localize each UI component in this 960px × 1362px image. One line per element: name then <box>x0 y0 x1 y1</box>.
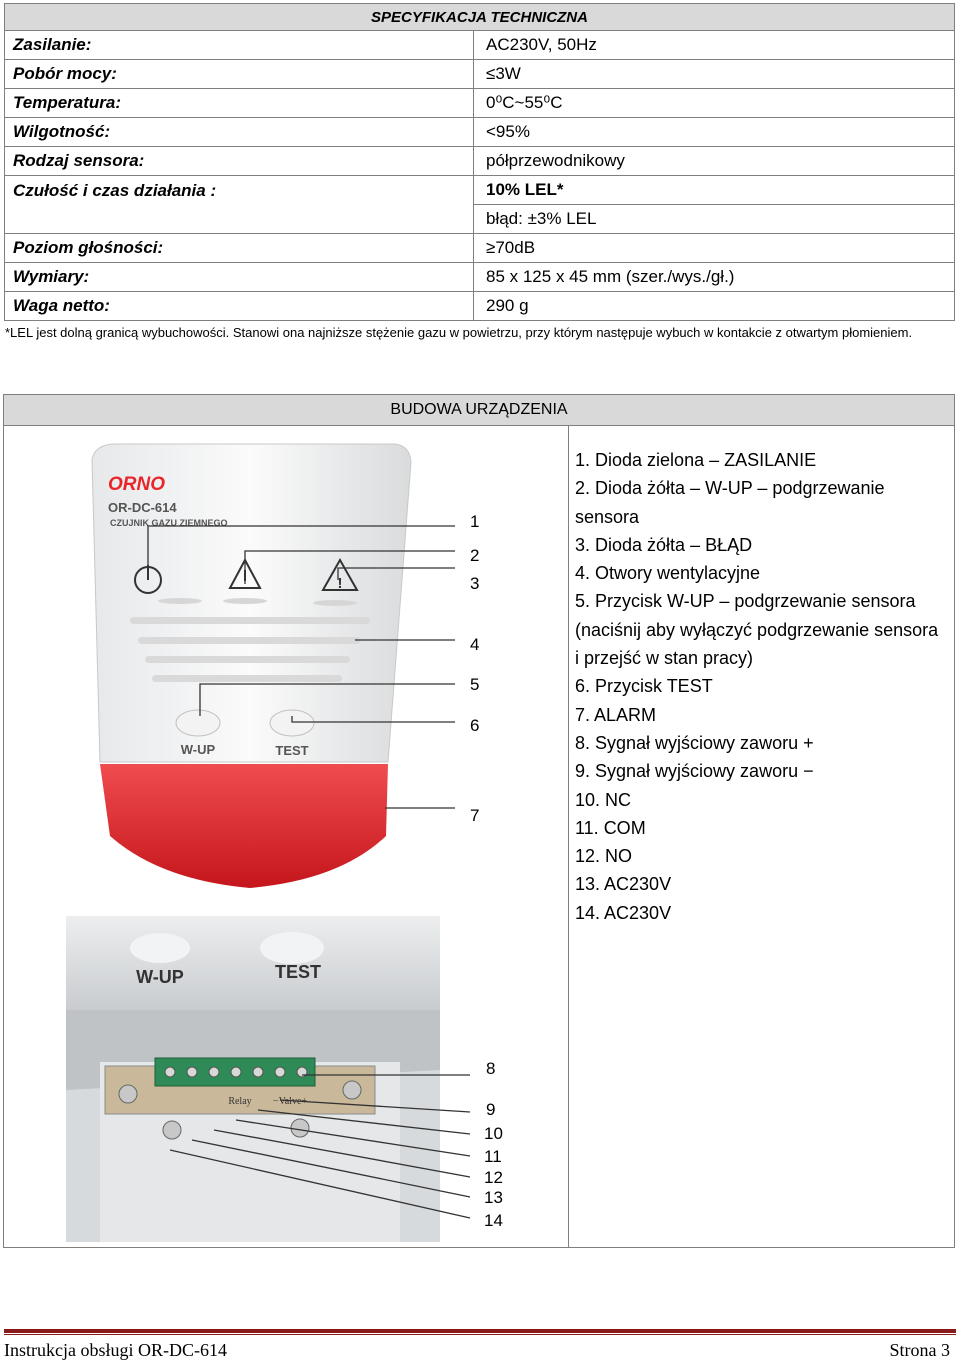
spec-label: Wilgotność: <box>5 118 474 147</box>
legend-item: 14. AC230V <box>575 902 672 923</box>
led-green <box>158 598 202 604</box>
device-subtitle: CZUJNIK GAZU ZIEMNEGO <box>110 518 228 528</box>
wup-button <box>176 710 220 736</box>
spec-value: półprzewodnikowy <box>474 147 955 176</box>
callout-13: 13 <box>484 1188 503 1207</box>
test-label: TEST <box>275 743 309 758</box>
callout-6: 6 <box>470 716 480 735</box>
lower-test-label: TEST <box>274 962 322 982</box>
wup-label: W-UP <box>180 742 216 757</box>
model-label: OR-DC-614 <box>108 500 177 515</box>
spec-value: AC230V, 50Hz <box>474 31 955 60</box>
legend-item: 6. Przycisk TEST <box>575 676 713 697</box>
spec-value: ≤3W <box>474 60 955 89</box>
spec-header: SPECYFIKACJA TECHNICZNA <box>5 4 955 31</box>
legend-item: 12. NO <box>575 846 633 867</box>
test-button <box>270 710 314 736</box>
svg-text:!: ! <box>337 575 343 592</box>
callout-12: 12 <box>484 1168 503 1187</box>
legend-item: 9. Sygnał wyjściowy zaworu − <box>575 761 814 782</box>
spec-value: <95% <box>474 118 955 147</box>
legend-item: 2. Dioda żółta – W-UP – podgrzewanie sensora <box>575 478 885 527</box>
led-yellow-wup <box>223 598 267 604</box>
callout-4: 4 <box>470 635 480 654</box>
spec-value: 0⁰C~55⁰C <box>474 89 955 118</box>
spec-label: Wymiary: <box>5 263 474 292</box>
lower-wup-label: W-UP <box>136 967 184 987</box>
led-yellow-error <box>313 600 357 606</box>
spec-value: błąd: ±3% LEL <box>474 205 955 234</box>
callout-9: 9 <box>486 1100 496 1119</box>
brand-logo: ORNO <box>108 474 165 495</box>
spec-label: Zasilanie: <box>5 31 474 60</box>
legend-item: 8. Sygnał wyjściowy zaworu + <box>575 732 814 753</box>
legend-item: 7. ALARM <box>575 704 657 725</box>
callout-7: 7 <box>470 806 480 825</box>
spec-value: 85 x 125 x 45 mm (szer./wys./gł.) <box>474 263 955 292</box>
legend-item: 4. Otwory wentylacyjne <box>575 563 761 584</box>
callout-1: 1 <box>470 512 480 531</box>
relay-label: Relay <box>228 1096 252 1107</box>
spec-value: 290 g <box>474 292 955 321</box>
callout-2: 2 <box>470 546 480 565</box>
spec-label: Poziom głośności: <box>5 234 474 263</box>
spec-value: 10% LEL* <box>474 176 955 205</box>
legend-item: 3. Dioda żółta – BŁĄD <box>575 534 753 555</box>
callout-10: 10 <box>484 1124 503 1143</box>
spec-label: Pobór mocy: <box>5 60 474 89</box>
spec-label: Czułość i czas działania : <box>5 176 474 234</box>
valve-label: −Valve+ <box>272 1096 308 1107</box>
spec-value: ≥70dB <box>474 234 955 263</box>
legend-item: 11. COM <box>575 817 646 838</box>
callout-3: 3 <box>470 574 480 593</box>
budowa-header: BUDOWA URZĄDZENIA <box>4 395 954 426</box>
page-number: Strona 3 <box>889 1340 950 1360</box>
legend-item: 1. Dioda zielona – ZASILANIE <box>575 450 817 470</box>
footer-rule-thin <box>4 1334 956 1335</box>
footer-rule <box>4 1329 956 1333</box>
callout-5: 5 <box>470 675 480 694</box>
terminal-photo <box>66 916 440 1242</box>
callout-11: 11 <box>484 1147 502 1166</box>
legend-item: 10. NC <box>575 789 632 810</box>
callout-8: 8 <box>486 1059 496 1078</box>
callout-14: 14 <box>484 1211 503 1230</box>
legend-item: 13. AC230V <box>575 874 672 895</box>
footer-title: Instrukcja obsługi OR-DC-614 <box>4 1340 227 1360</box>
legend-item: 5. Przycisk W-UP – podgrzewanie sensora (naciśnij aby wyłączyć podgrzewanie sensora i przejść w stan pracy) <box>575 591 939 669</box>
alarm-cover <box>100 764 388 888</box>
spec-label: Waga netto: <box>5 292 474 321</box>
lel-note: *LEL jest dolną granicą wybuchowości. Stanowi ona najniższe stężenie gazu w powietrzu, przy którym następuje wybuch w kontakcie z otwartym płomieniem. <box>5 325 913 340</box>
spec-label: Temperatura: <box>5 89 474 118</box>
spec-label: Rodzaj sensora: <box>5 147 474 176</box>
